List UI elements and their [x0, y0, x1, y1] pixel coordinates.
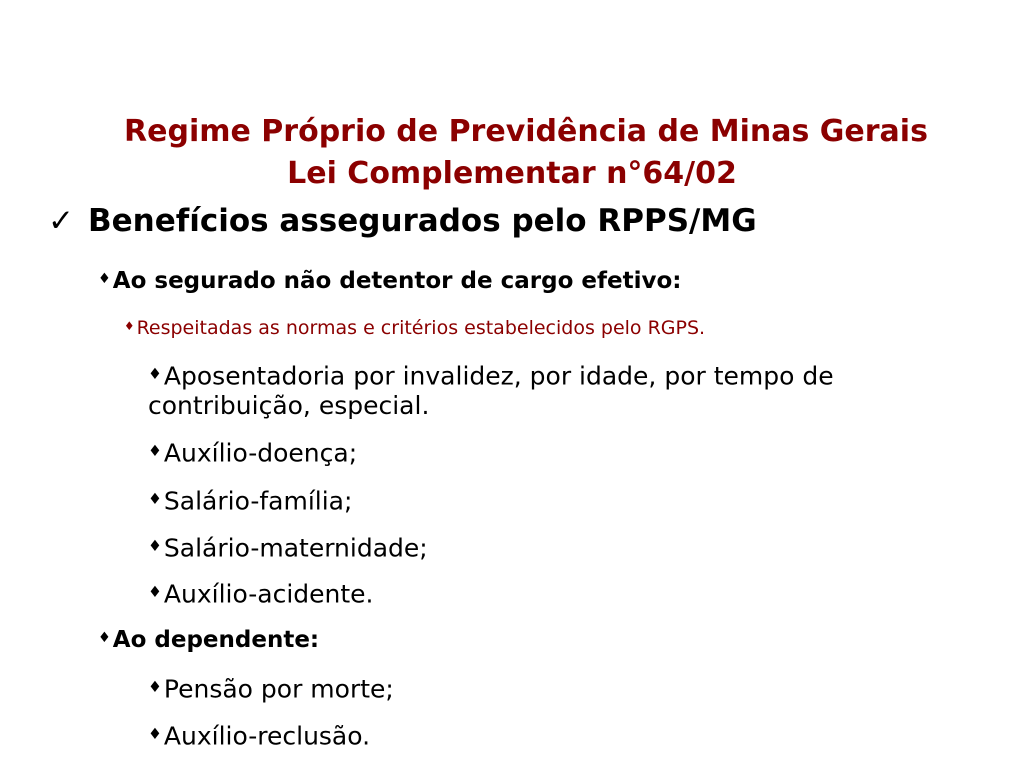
benefit-item-text: Salário-família; — [163, 486, 353, 516]
diamond-bullet-icon: ♦ — [148, 490, 162, 508]
benefit-item-text: Auxílio-doença; — [163, 438, 358, 468]
subsection-dependente-text: Ao dependente: — [112, 626, 320, 653]
subsection-segurado-text: Ao segurado não detentor de cargo efetivo: — [112, 267, 682, 294]
diamond-bullet-icon: ♦ — [148, 583, 162, 601]
benefit-item — [148, 577, 948, 609]
benefit-item-text: Aposentadoria por invalidez, por idade, por tempo de contribuição, especial. — [148, 361, 834, 421]
benefit-item-text: Auxílio-acidente. — [163, 579, 374, 609]
subsection-dependente — [98, 623, 319, 655]
diamond-bullet-icon: ♦ — [98, 271, 111, 287]
section-heading-text: Benefícios assegurados pelo RPPS/MG — [88, 203, 757, 239]
diamond-bullet-icon: ♦ — [98, 630, 111, 646]
diamond-bullet-icon: ♦ — [148, 725, 162, 743]
diamond-bullet-icon: ♦ — [124, 319, 135, 333]
benefit-item-text: Pensão por morte; — [163, 674, 394, 704]
benefit-item-text: Salário-maternidade; — [163, 533, 428, 563]
diamond-bullet-icon: ♦ — [148, 537, 162, 555]
slide-title-line-1: Regime Próprio de Previdência de Minas Gerais — [124, 114, 928, 149]
subsection-segurado — [98, 264, 681, 296]
slide-title-line-2: Lei Complementar n°64/02 — [287, 156, 737, 191]
diamond-bullet-icon: ♦ — [148, 678, 162, 696]
benefit-item — [148, 436, 948, 468]
benefit-item — [148, 359, 948, 421]
benefit-item — [148, 484, 948, 516]
diamond-bullet-icon: ♦ — [148, 442, 162, 460]
benefit-item — [148, 672, 948, 704]
section-heading — [48, 199, 757, 243]
rule-note-text: Respeitadas as normas e critérios estabelecidos pelo RGPS. — [136, 317, 706, 340]
rule-note — [124, 313, 705, 341]
benefit-item — [148, 531, 948, 563]
checkmark-icon: ✓ — [48, 203, 74, 239]
benefit-item — [148, 719, 948, 751]
diamond-bullet-icon: ♦ — [148, 365, 162, 383]
benefit-item-text: Auxílio-reclusão. — [163, 721, 371, 751]
